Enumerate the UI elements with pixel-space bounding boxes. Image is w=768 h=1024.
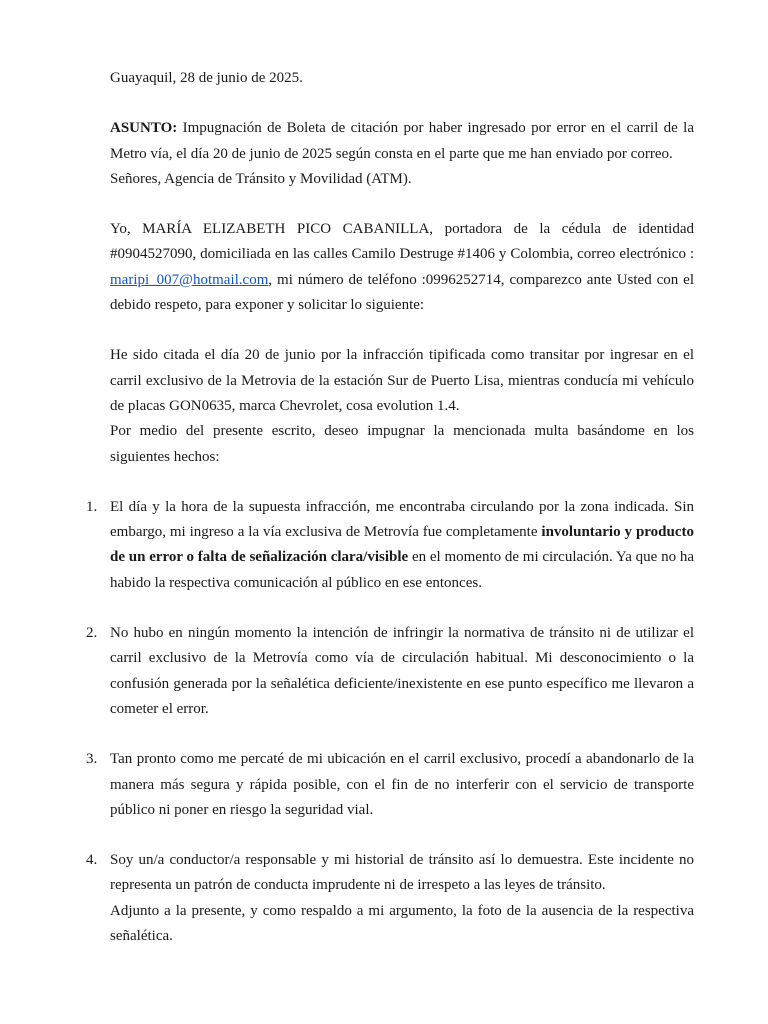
request-paragraph: Por medio del presente escrito, deseo impugnar la mencionada multa basándome en los siguientes hechos: bbox=[110, 423, 694, 465]
facts-list bbox=[86, 495, 695, 949]
email-link[interactable]: maripi_007@hotmail.com bbox=[110, 271, 269, 288]
list-item-number: 4. bbox=[86, 852, 98, 869]
list-item-number: 1. bbox=[86, 498, 98, 515]
intro-before-email: Yo, MARÍA ELIZABETH PICO CABANILLA, portadora de la cédula de identidad #0904527090, domiciliada en las calles Camilo Destruge #1406 y Colombia, correo electrónico : bbox=[110, 221, 694, 263]
list-item-text: No hubo en ningún momento la intención de infringir la normativa de tránsito ni de utilizar el carril exclusivo de la Metrovía como vía de circulación habitual. Mi desconocimiento o la confusión generada por la señalética deficiente/inexistente en ese punto específico me llevaron a cometer el error. bbox=[110, 625, 694, 717]
intro-paragraph bbox=[110, 217, 694, 318]
subject-text: Impugnación de Boleta de citación por haber ingresado por error en el carril de la Metro vía, el día 20 de junio de 2025 según consta en el parte que me han enviado por correo. bbox=[110, 120, 694, 162]
list-item bbox=[86, 848, 694, 949]
subject-label: ASUNTO: bbox=[110, 120, 178, 137]
date-line: Guayaquil, 28 de junio de 2025. bbox=[110, 70, 303, 86]
document-page bbox=[86, 66, 695, 949]
item-1-text-end: en el momento de mi circulación. Ya que no ha habido la respectiva comunicación al público en ese entonces. bbox=[110, 549, 695, 591]
item-1-bold-text: involuntario y producto de un error o falta de señalización clara/visible bbox=[110, 524, 695, 566]
list-item bbox=[86, 747, 694, 823]
list-item-number: 3. bbox=[86, 751, 98, 768]
subject-paragraph bbox=[110, 116, 694, 167]
list-item-text: Tan pronto como me percaté de mi ubicación en el carril exclusivo, procedí a abandonarlo de la manera más segura y rápida posible, con el fin de no interferir con el servicio de transporte público ni poner en riesgo la seguridad vial. bbox=[110, 751, 694, 818]
addressee-line: Señores, Agencia de Tránsito y Movilidad (ATM). bbox=[110, 170, 412, 187]
attachment-note: Adjunto a la presente, y como respaldo a mi argumento, la foto de la ausencia de la respectiva señalética. bbox=[110, 902, 694, 945]
list-item-number: 2. bbox=[86, 625, 98, 642]
list-item-text: Soy un/a conductor/a responsable y mi historial de tránsito así lo demuestra. Este incidente no representa un patrón de conducta imprudente ni de irrespeto a las leyes de tránsito. bbox=[110, 852, 694, 894]
facts-paragraph: He sido citada el día 20 de junio por la infracción tipificada como transitar por ingresar en el carril exclusivo de la Metrovia de la estación Sur de Puerto Lisa, mientras conducía mi vehículo de placas GON0635, marca Chevrolet, cosa evolution 1.4. bbox=[110, 347, 694, 414]
item-1-text-start: El día y la hora de la supuesta infracción, me encontraba circulando por la zona indicada. Sin embargo, mi ingreso a la vía exclusiva de Metrovía fue completamente bbox=[110, 498, 694, 541]
list-item bbox=[86, 621, 694, 722]
list-item bbox=[86, 495, 695, 596]
list-item-text bbox=[110, 495, 694, 596]
intro-after-email: , mi número de teléfono :0996252714, comparezco ante Usted con el debido respeto, para exponer y solicitar lo siguiente: bbox=[110, 271, 694, 314]
